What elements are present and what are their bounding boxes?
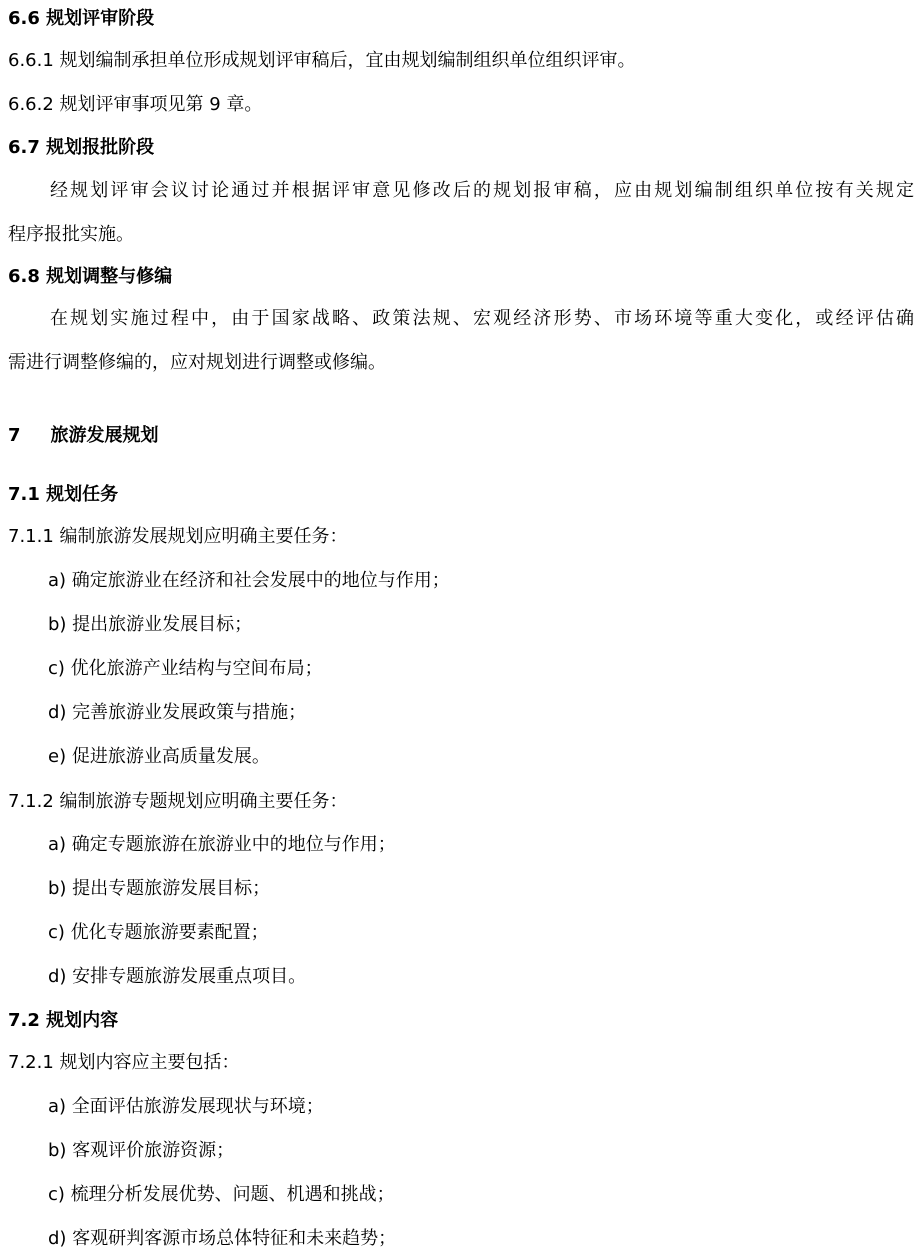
section-heading-6-6: 6.6 规划评审阶段 <box>8 8 155 29</box>
list-item: a) 全面评估旅游发展现状与环境； <box>48 1096 324 1117</box>
section-heading-7-1: 7.1 规划任务 <box>8 484 119 505</box>
clause-7-2-1: 7.2.1 规划内容应主要包括： <box>8 1052 240 1073</box>
list-item: a) 确定专题旅游在旅游业中的地位与作用； <box>48 834 396 855</box>
clause-7-1-1: 7.1.1 编制旅游发展规划应明确主要任务： <box>8 526 348 547</box>
list-item: c) 优化旅游产业结构与空间布局； <box>48 658 323 679</box>
list-item: a) 确定旅游业在经济和社会发展中的地位与作用； <box>48 570 450 591</box>
list-item: b) 提出旅游业发展目标； <box>48 614 253 635</box>
list-item: b) 客观评价旅游资源； <box>48 1140 235 1161</box>
section-heading-6-8: 6.8 规划调整与修编 <box>8 266 173 287</box>
list-item: d) 安排专题旅游发展重点项目。 <box>48 966 307 987</box>
paragraph-6-7-line-2: 程序报批实施。 <box>8 224 134 245</box>
clause-6-6-1: 6.6.1 规划编制承担单位形成规划评审稿后，宜由规划编制组织单位组织评审。 <box>8 50 636 71</box>
chapter-heading-7 <box>8 424 914 448</box>
list-item: d) 客观研判客源市场总体特征和未来趋势； <box>48 1228 397 1249</box>
clause-6-6-2: 6.6.2 规划评审事项见第 9 章。 <box>8 94 263 115</box>
paragraph-6-7-line-1: 经规划评审会议讨论通过并根据评审意见修改后的规划报审稿，应由规划编制组织单位按有关规定 <box>50 180 914 201</box>
list-item: c) 优化专题旅游要素配置； <box>48 922 269 943</box>
chapter-number: 7 <box>8 425 21 446</box>
list-item: b) 提出专题旅游发展目标； <box>48 878 271 899</box>
section-heading-6-7: 6.7 规划报批阶段 <box>8 137 155 158</box>
list-item: e) 促进旅游业高质量发展。 <box>48 746 270 767</box>
paragraph-6-8-line-1: 在规划实施过程中，由于国家战略、政策法规、宏观经济形势、市场环境等重大变化，或经评估确 <box>50 308 914 329</box>
section-heading-7-2: 7.2 规划内容 <box>8 1010 119 1031</box>
list-item: d) 完善旅游业发展政策与措施； <box>48 702 307 723</box>
chapter-title: 旅游发展规划 <box>50 425 159 446</box>
paragraph-6-8-line-2: 需进行调整修编的，应对规划进行调整或修编。 <box>8 352 386 373</box>
clause-7-1-2: 7.1.2 编制旅游专题规划应明确主要任务： <box>8 791 348 812</box>
list-item: c) 梳理分析发展优势、问题、机遇和挑战； <box>48 1184 395 1205</box>
